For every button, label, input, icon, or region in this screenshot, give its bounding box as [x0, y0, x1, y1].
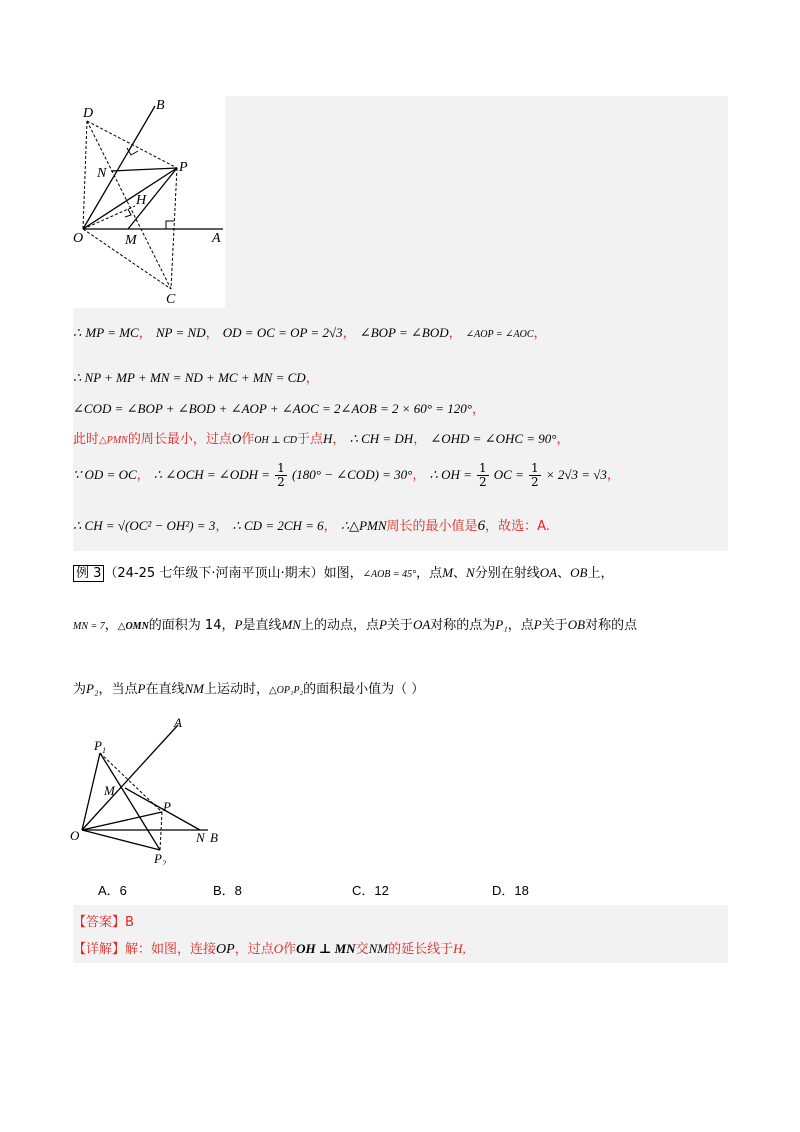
geometry-figure-2: [68, 715, 228, 865]
label-o: O: [70, 828, 80, 843]
option-c[interactable]: C．12: [352, 883, 389, 898]
solution-line-5: ∵ OD = OC， ∴ ∠OCH = ∠ODH = $\frac{1}{2}$ (180° − ∠COD) = 30°， ∴ OH = $\frac{1}{2}$ OC = $\frac{1}{2}$ × 2√3 = √3，: [73, 461, 620, 489]
fraction-half-1: $\frac{1}{2}$: [277, 461, 285, 489]
example-line-2: MN = 7，△OMN的面积为 14，P是直线MN上的动点，点P关于OA对称的点为P₁，点P关于OB对称的点: [73, 617, 638, 633]
segment-oh: [83, 206, 135, 229]
right-angle-mark-2: [166, 221, 174, 229]
solution-line-3: ∠COD = ∠BOP + ∠BOD + ∠AOP + ∠AOC = 2∠AOB = 2 × 60° = 120°，: [73, 401, 485, 417]
label-p: P: [163, 799, 171, 814]
option-a[interactable]: A．6: [98, 883, 127, 898]
solution-line-6: ∴ CH = √(OC² − OH²) = 3， ∴ CD = 2CH = 6， ∴△PMN周长的最小值是6，故选：A.: [73, 518, 550, 534]
fraction-half-2: $\frac{1}{2}$: [479, 461, 487, 489]
label-m: M: [125, 233, 137, 248]
segment-op1: [82, 753, 100, 830]
solution-line-1: ∴ MP = MC， NP = ND， OD = OC = OP = 2√3， ∠BOP = ∠BOD， ∠AOP = ∠AOC，: [73, 325, 547, 341]
label-d: D: [83, 106, 94, 121]
option-d[interactable]: D．18: [492, 883, 529, 898]
right-angle-mark-1: [127, 148, 138, 155]
label-p1: $P_1$: [94, 738, 106, 755]
solution-line-2: ∴ NP + MP + MN = ND + MC + MN = CD，: [73, 370, 319, 386]
label-a: A: [174, 715, 182, 730]
label-c: C: [166, 292, 176, 307]
segment-op: [82, 812, 162, 830]
label-n: N: [97, 166, 107, 181]
example-line-3: 为P₂，当点P在直线NM上运动时，△OP₁P₂的面积最小值为（ ）: [73, 681, 425, 697]
label-b: B: [156, 98, 165, 113]
segment-dp: [87, 121, 177, 168]
label-b: B: [210, 830, 218, 845]
detail-line: 【详解】解：如图，连接OP，过点O作OH ⊥ MN交NM的延长线于H,: [73, 941, 466, 957]
geometry-figure-1: [73, 96, 225, 308]
segment-do: [83, 121, 87, 229]
detail-bracket: 【详解】: [73, 942, 126, 957]
solution-line-4: 此时△PMN的周长最小，过点O作OH ⊥ CD于点H， ∴ CH = DH， ∠OHD = ∠OHC = 90°，: [73, 431, 570, 447]
option-b[interactable]: B．8: [213, 883, 242, 898]
label-n: N: [196, 830, 205, 845]
example-tag: 例 3: [73, 565, 104, 582]
fraction-half-3: $\frac{1}{2}$: [531, 461, 539, 489]
label-a: A: [212, 231, 221, 246]
answer-value: B: [125, 915, 134, 930]
segment-op2: [82, 830, 160, 850]
segment-np: [111, 168, 177, 171]
answer-line: [73, 911, 134, 930]
label-p: P: [179, 160, 188, 175]
figure-2: [68, 715, 228, 865]
label-p2: $P_2$: [154, 851, 166, 865]
label-m: M: [104, 783, 115, 798]
segment-pp2: [160, 812, 162, 850]
example-line-1: 例 3 （24-25 七年级下·河南平顶山·期末）如图，∠AOB = 45°，点M、N分别在射线OA、OB上，: [73, 562, 613, 581]
label-o: O: [73, 231, 84, 246]
segment-dc: [87, 121, 171, 289]
answer-bracket: 【答案】: [73, 915, 126, 930]
figure-1: [73, 96, 225, 308]
label-h: H: [136, 193, 147, 208]
